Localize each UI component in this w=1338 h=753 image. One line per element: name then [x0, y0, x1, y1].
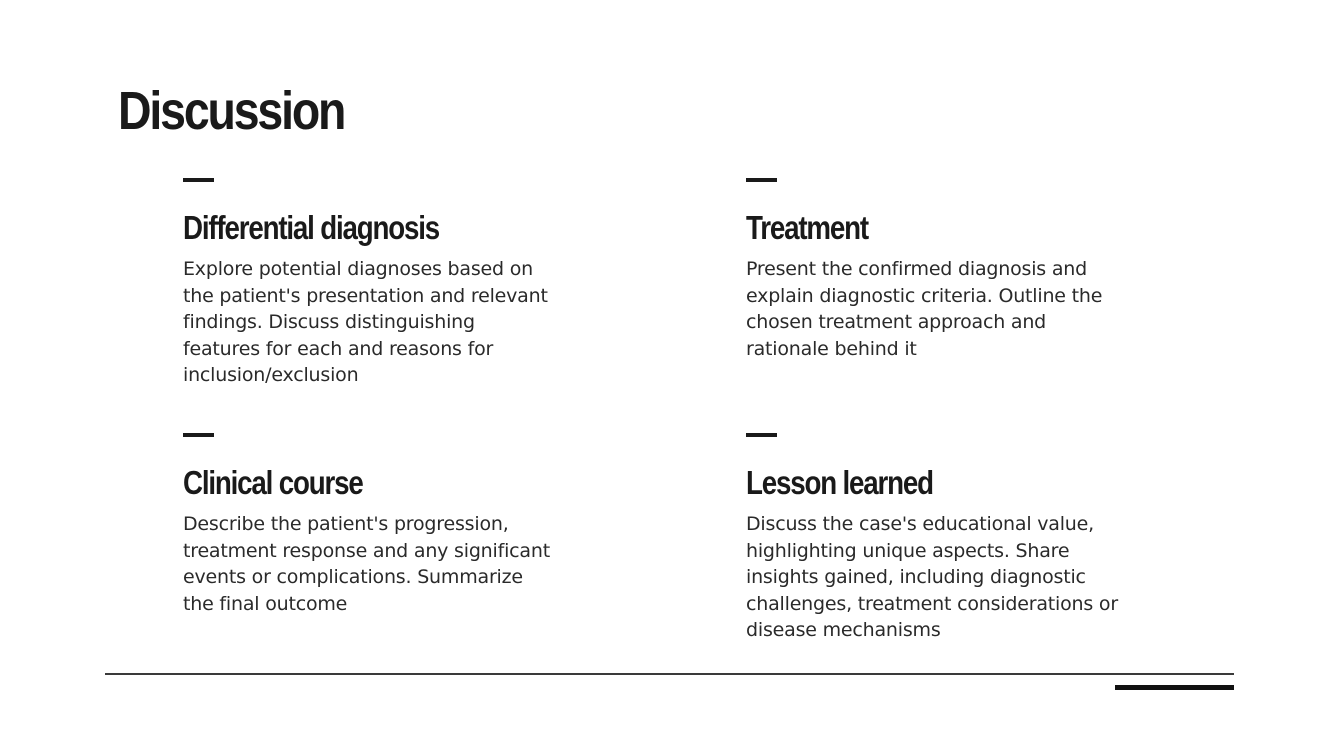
section-body: Explore potential diagnoses based on the patient's presentation and relevant findings. Discuss distinguishing features for each and reasons for inclusion/exclusion: [183, 258, 548, 386]
section-treatment: [746, 178, 1186, 360]
section-dash: [183, 433, 214, 437]
section-dash: [746, 178, 777, 182]
section-body: Present the confirmed diagnosis and explain diagnostic criteria. Outline the chosen treatment approach and rationale behind it: [746, 258, 1103, 360]
slide-title: Discussion: [118, 81, 345, 141]
section-heading: Differential diagnosis: [183, 209, 440, 246]
footer-accent-bar: [1115, 685, 1234, 690]
section-lesson-learned: [746, 433, 1186, 641]
section-dash: [746, 433, 777, 437]
footer-divider: [105, 673, 1234, 675]
section-dash: [183, 178, 214, 182]
section-heading: Clinical course: [183, 464, 363, 501]
section-clinical-course: [183, 433, 623, 615]
section-heading: Lesson learned: [746, 464, 933, 501]
section-body: Discuss the case's educational value, highlighting unique aspects. Share insights gained, including diagnostic challenges, treatment considerations or disease mechanisms: [746, 513, 1118, 641]
section-differential-diagnosis: [183, 178, 623, 386]
section-body: Describe the patient's progression, treatment response and any significant events or complications. Summarize the final outcome: [183, 513, 550, 615]
section-heading: Treatment: [746, 209, 868, 246]
